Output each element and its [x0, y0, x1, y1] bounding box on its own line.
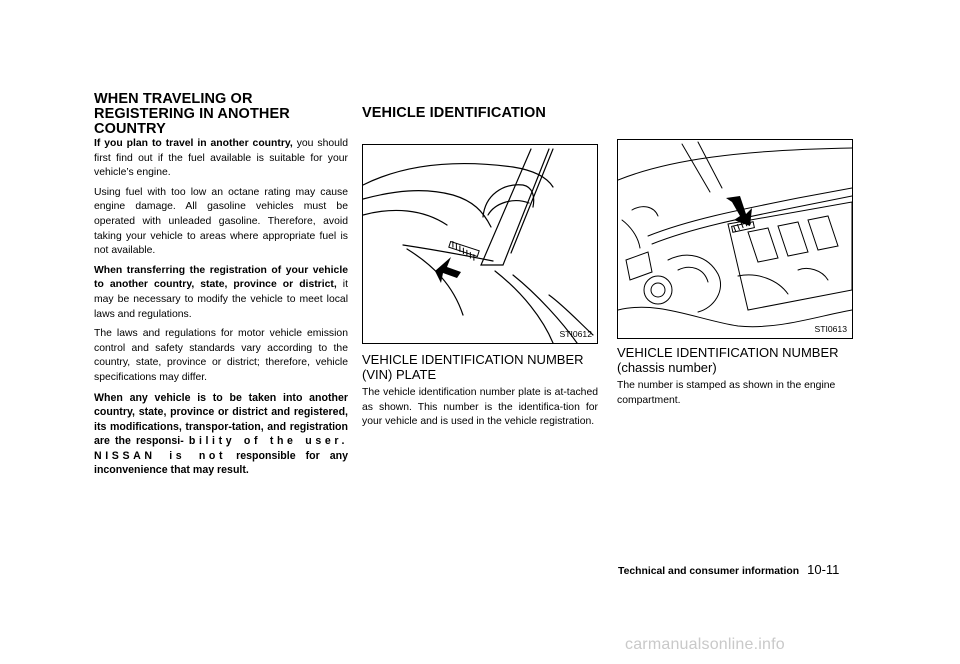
- section-heading-vehicle-id: VEHICLE IDENTIFICATION: [362, 105, 546, 121]
- engine-compartment-illustration: [617, 139, 853, 339]
- right-column: [617, 139, 853, 413]
- warning-paragraph: When any vehicle is to be taken into another country, state, province or district and registered, its modifications, transpor-tation, and registration are the responsi- bility of the user. NISSAN is not responsible for any inconvenience that may result.: [94, 391, 348, 477]
- page-number: 10-11: [807, 562, 840, 577]
- footer-section-title: Technical and consumer information: [618, 566, 800, 577]
- page-footer: [618, 562, 866, 577]
- figure-label-sti0612: STI0612: [559, 329, 592, 339]
- middle-column: [362, 106, 598, 435]
- paragraph-chassis-number: The number is stamped as shown in the engine compartment.: [617, 380, 836, 406]
- engine-bay-drawing: [618, 140, 852, 338]
- pointer-arrow-icon: [435, 257, 461, 283]
- bold-lead-registration: When transferring the registration of your vehicle to another country, state, province or district,: [94, 264, 348, 291]
- vin-plate-illustration: [362, 144, 598, 344]
- dashboard-windshield-drawing: [363, 145, 597, 343]
- subheading-chassis-number: VEHICLE IDENTIFICATION NUMBER (chassis number): [617, 345, 839, 375]
- paragraph-registration: When transferring the registration of your vehicle to another country, state, province or district, it may be necessary to modify the vehicle to meet local laws and regulations.: [94, 264, 348, 320]
- left-column: [94, 92, 348, 483]
- paragraph-fuel: If you plan to travel in another country, you should first find out if the fuel available is suitable for your vehicle’s engine.: [94, 138, 348, 179]
- paragraph-vin-plate: The vehicle identification number plate is at-tached as shown. This number is the identifica-tion for your vehicle and is used in the vehicle registration.: [362, 387, 598, 428]
- watermark-text: carmanualsonline.info: [625, 636, 785, 653]
- bold-lead-travel: If you plan to travel in another country,: [94, 138, 293, 149]
- paragraph-octane: Using fuel with too low an octane rating may cause engine damage. All gasoline vehicles must be operated with unleaded gasoline. Therefore, avoid taking your vehicle to areas where appropriate fuel is not available.: [94, 186, 348, 257]
- subheading-vin-plate: VEHICLE IDENTIFICATION NUMBER (VIN) PLATE: [362, 352, 584, 382]
- paragraph-laws: The laws and regulations for motor vehicle emission control and safety standards vary according to the country, state, province or district; therefore, vehicle specifications may differ.: [94, 328, 348, 383]
- figure-label-sti0613: STI0613: [814, 324, 847, 334]
- section-heading-travel: WHEN TRAVELING OR REGISTERING IN ANOTHER COUNTRY: [94, 91, 290, 137]
